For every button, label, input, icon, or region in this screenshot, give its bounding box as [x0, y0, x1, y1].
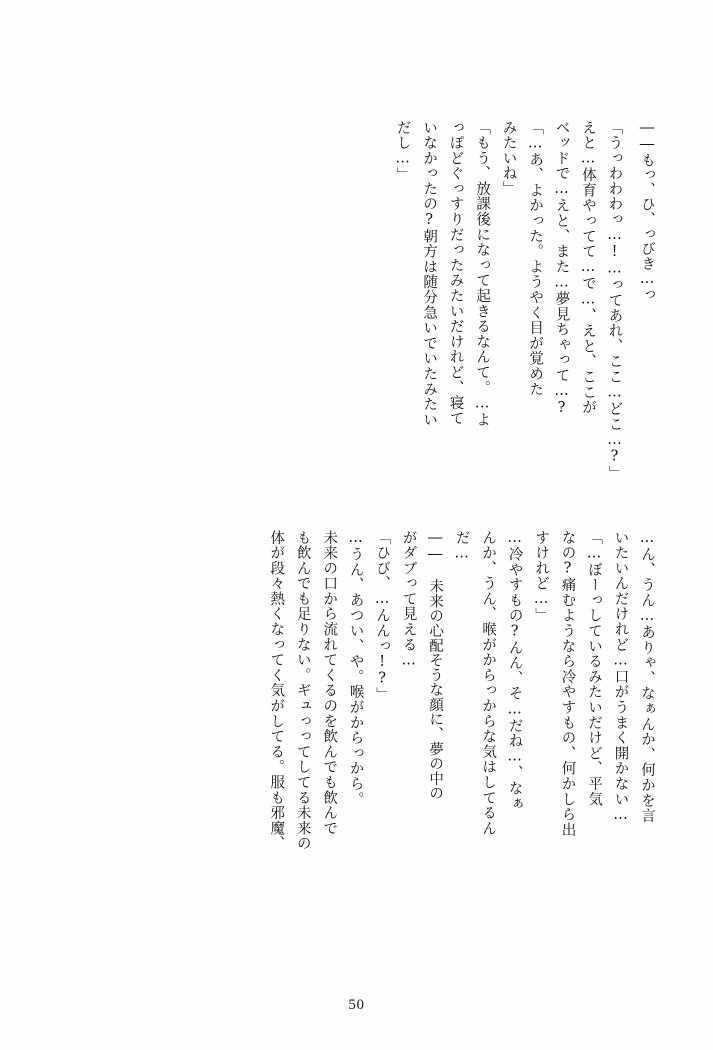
text-column: 「…ぼーっしているみたいだけど、平気	[586, 530, 603, 807]
text-column: 「…あ、よかった。ようやく目が覚めた	[527, 120, 544, 397]
text-column: 未来の口から流れてくるのを飲んでも飲んで	[321, 530, 338, 836]
text-column: ―― 未来の心配そうな顔に、夢の中の	[427, 530, 444, 801]
text-column: いなかったの?朝方は随分急いでいたみたい	[421, 120, 438, 428]
text-column: …うん、あつい、や。喉がからっから。	[347, 530, 364, 807]
text-column: んか、うん、喉がからっからな気はしてるん	[480, 530, 497, 836]
text-column: 「もう、放課後になって起きるなんて。…よ	[474, 120, 491, 428]
text-column: 「ひび、…んんっ!?」	[374, 530, 391, 703]
text-column: 体が段々熱くなってく気がしてる。服も邪魔、	[268, 530, 285, 852]
text-column: すけれど…」	[533, 530, 550, 624]
text-column: えと…体育やってて…で…、えと、ここが	[580, 120, 597, 416]
text-column: 「うっわわわっ…!…ってあれ、ここ…どこ…?」	[606, 120, 623, 481]
vertical-text-body-lower	[95, 120, 658, 950]
page-number: 50	[348, 997, 365, 1013]
text-column: いたいんだけれど…口がうまく開かない…	[612, 530, 629, 824]
text-column: がダブって見える…	[400, 530, 417, 670]
text-column: だし…」	[394, 120, 411, 183]
text-column: みたいね」	[500, 120, 517, 197]
text-column: ベッドで…えと、また…夢見ちゃって…?	[553, 120, 570, 417]
text-column: っぽどぐっすりだったみたいだけれど、寝て	[447, 120, 464, 426]
text-column: ――もっ、ひ、っびき…っ	[639, 120, 655, 302]
text-column: …ん、うん…ありゃ、なぁんか、何かを言	[639, 530, 655, 824]
text-column: なの?痛むようなら冷やすもの、何かしら出	[559, 530, 576, 838]
text-column: だ…	[453, 530, 470, 563]
text-column: …冷やすもの?んん、そ…だね…、なぁ	[506, 530, 523, 812]
text-column: も飲んでも足りない。ギュっってしてる未来の	[294, 530, 311, 852]
